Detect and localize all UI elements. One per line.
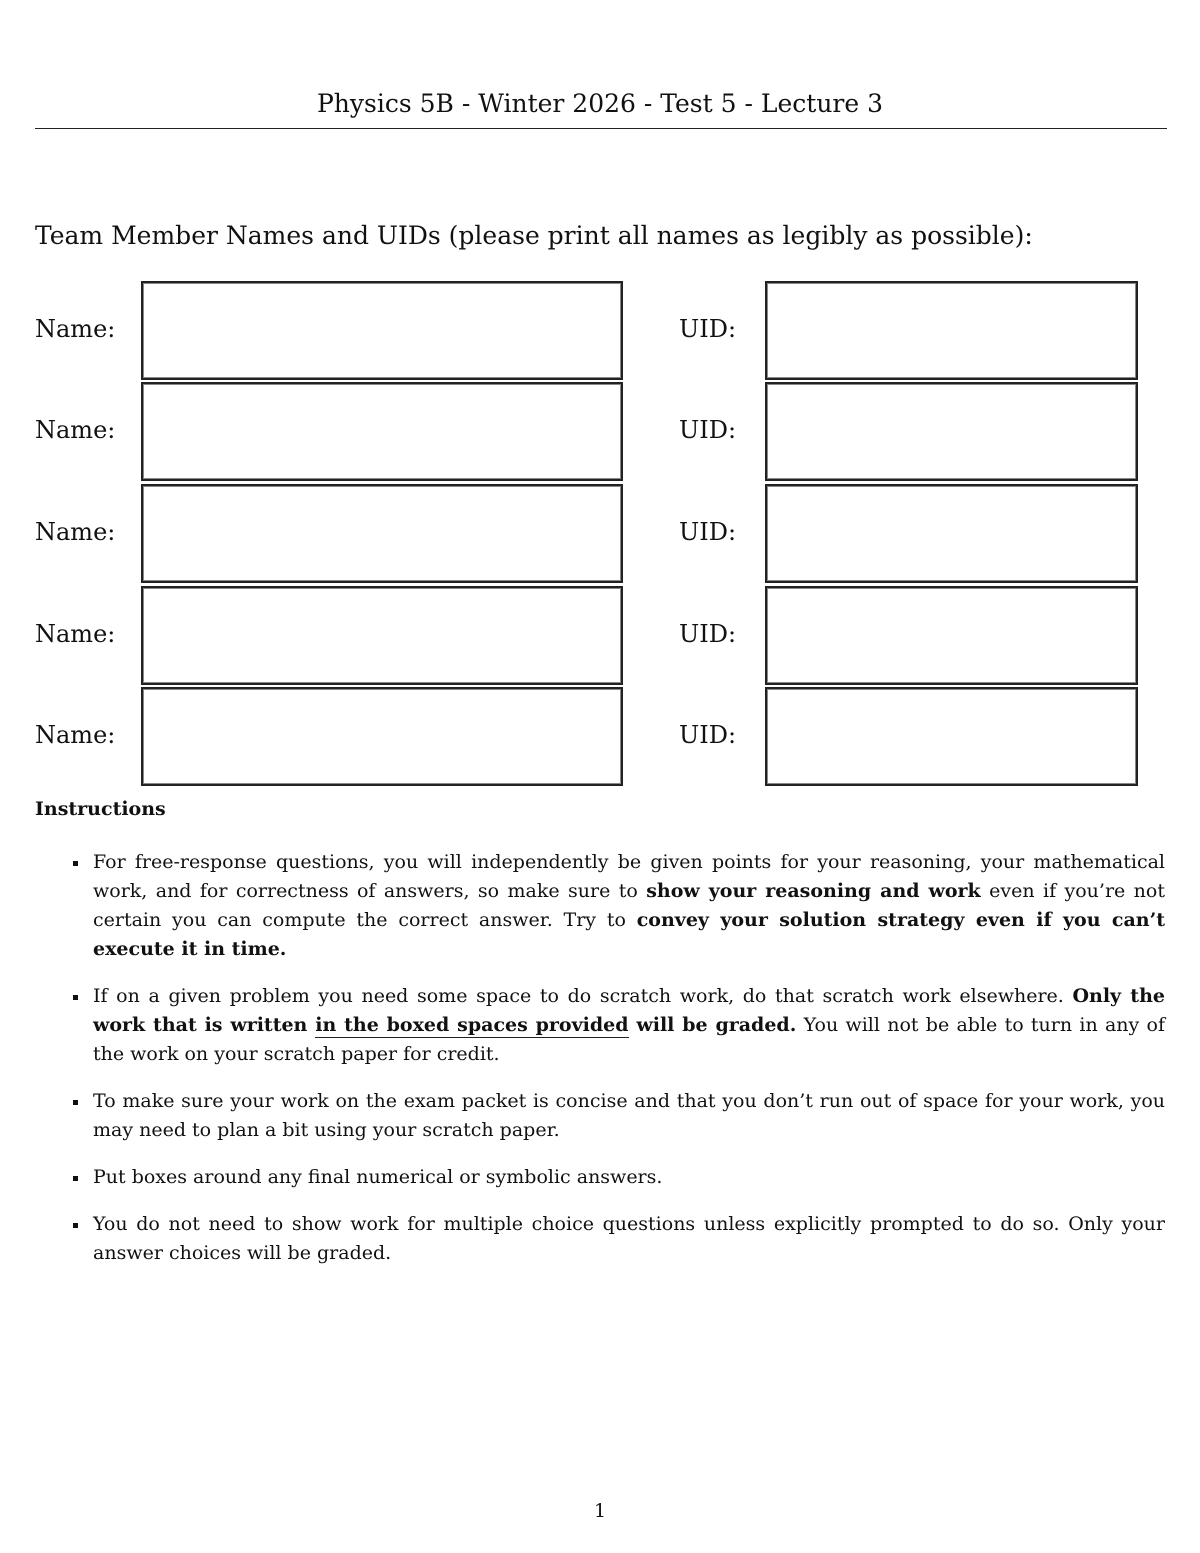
instruction-emphasis: show your reasoning and work [646,880,981,902]
uid-label: UID: [679,721,737,749]
name-input-box[interactable] [141,281,623,380]
uid-label: UID: [679,315,737,343]
uid-input-box[interactable] [765,586,1138,685]
instruction-text: To make sure your work on the exam packet is concise and that you don’t run out of space for your work, you may need to plan a bit using your scratch paper. [93,1090,1165,1141]
name-input-box[interactable] [141,382,623,481]
name-label: Name: [35,315,116,343]
name-label: Name: [35,518,116,546]
uid-input-box[interactable] [765,281,1138,380]
team-member-row [0,586,1200,685]
page-header: Physics 5B - Winter 2026 - Test 5 - Lecture 3 [316,89,884,118]
uid-label: UID: [679,518,737,546]
instruction-emphasis: will be graded. [628,1014,797,1036]
uid-input-box[interactable] [765,484,1138,583]
uid-label: UID: [679,620,737,648]
bullet-icon [73,995,78,1000]
instruction-item [35,1163,1165,1192]
bullet-icon [73,1223,78,1228]
instruction-text: even if you’re not certain you can compute the correct answer. Try to [93,880,1165,931]
name-label: Name: [35,721,116,749]
instructions-list [35,848,1165,1286]
instruction-emphasis: in the boxed spaces provided [315,1014,629,1036]
bullet-icon [73,1100,78,1105]
instruction-emphasis: convey your solution strategy even if you can’t execute it in time. [93,909,1165,960]
uid-input-box[interactable] [765,382,1138,481]
name-label: Name: [35,620,116,648]
instruction-item [35,848,1165,964]
instruction-emphasis: Only the work that is written [93,985,1165,1036]
instruction-item [35,1210,1165,1268]
page-number: 1 [593,1500,607,1522]
team-heading: Team Member Names and UIDs (please print all names as legibly as possible): [35,221,1033,250]
bullet-icon [73,1176,78,1181]
instruction-item [35,982,1165,1069]
instructions-title: Instructions [35,798,166,820]
name-label: Name: [35,416,116,444]
team-member-row [0,484,1200,583]
instruction-text: If on a given problem you need some space to do scratch work, do that scratch work elsewhere. [93,985,1073,1007]
header-rule [35,128,1167,129]
instruction-item [35,1087,1165,1145]
name-input-box[interactable] [141,484,623,583]
name-input-box[interactable] [141,687,623,786]
team-member-row [0,382,1200,481]
instruction-text: You do not need to show work for multiple choice questions unless explicitly prompted to do so. Only your answer choices will be graded. [93,1213,1165,1264]
instruction-text: You will not be able to turn in any of the work on your scratch paper for credit. [93,1014,1165,1065]
instruction-text: Put boxes around any final numerical or symbolic answers. [93,1166,663,1188]
instruction-text: For free-response questions, you will independently be given points for your reasoning, your mathematical work, and for correctness of answers, so make sure to [93,851,1165,902]
uid-label: UID: [679,416,737,444]
name-input-box[interactable] [141,586,623,685]
team-member-row [0,687,1200,786]
uid-input-box[interactable] [765,687,1138,786]
bullet-icon [73,861,78,866]
team-member-row [0,281,1200,380]
